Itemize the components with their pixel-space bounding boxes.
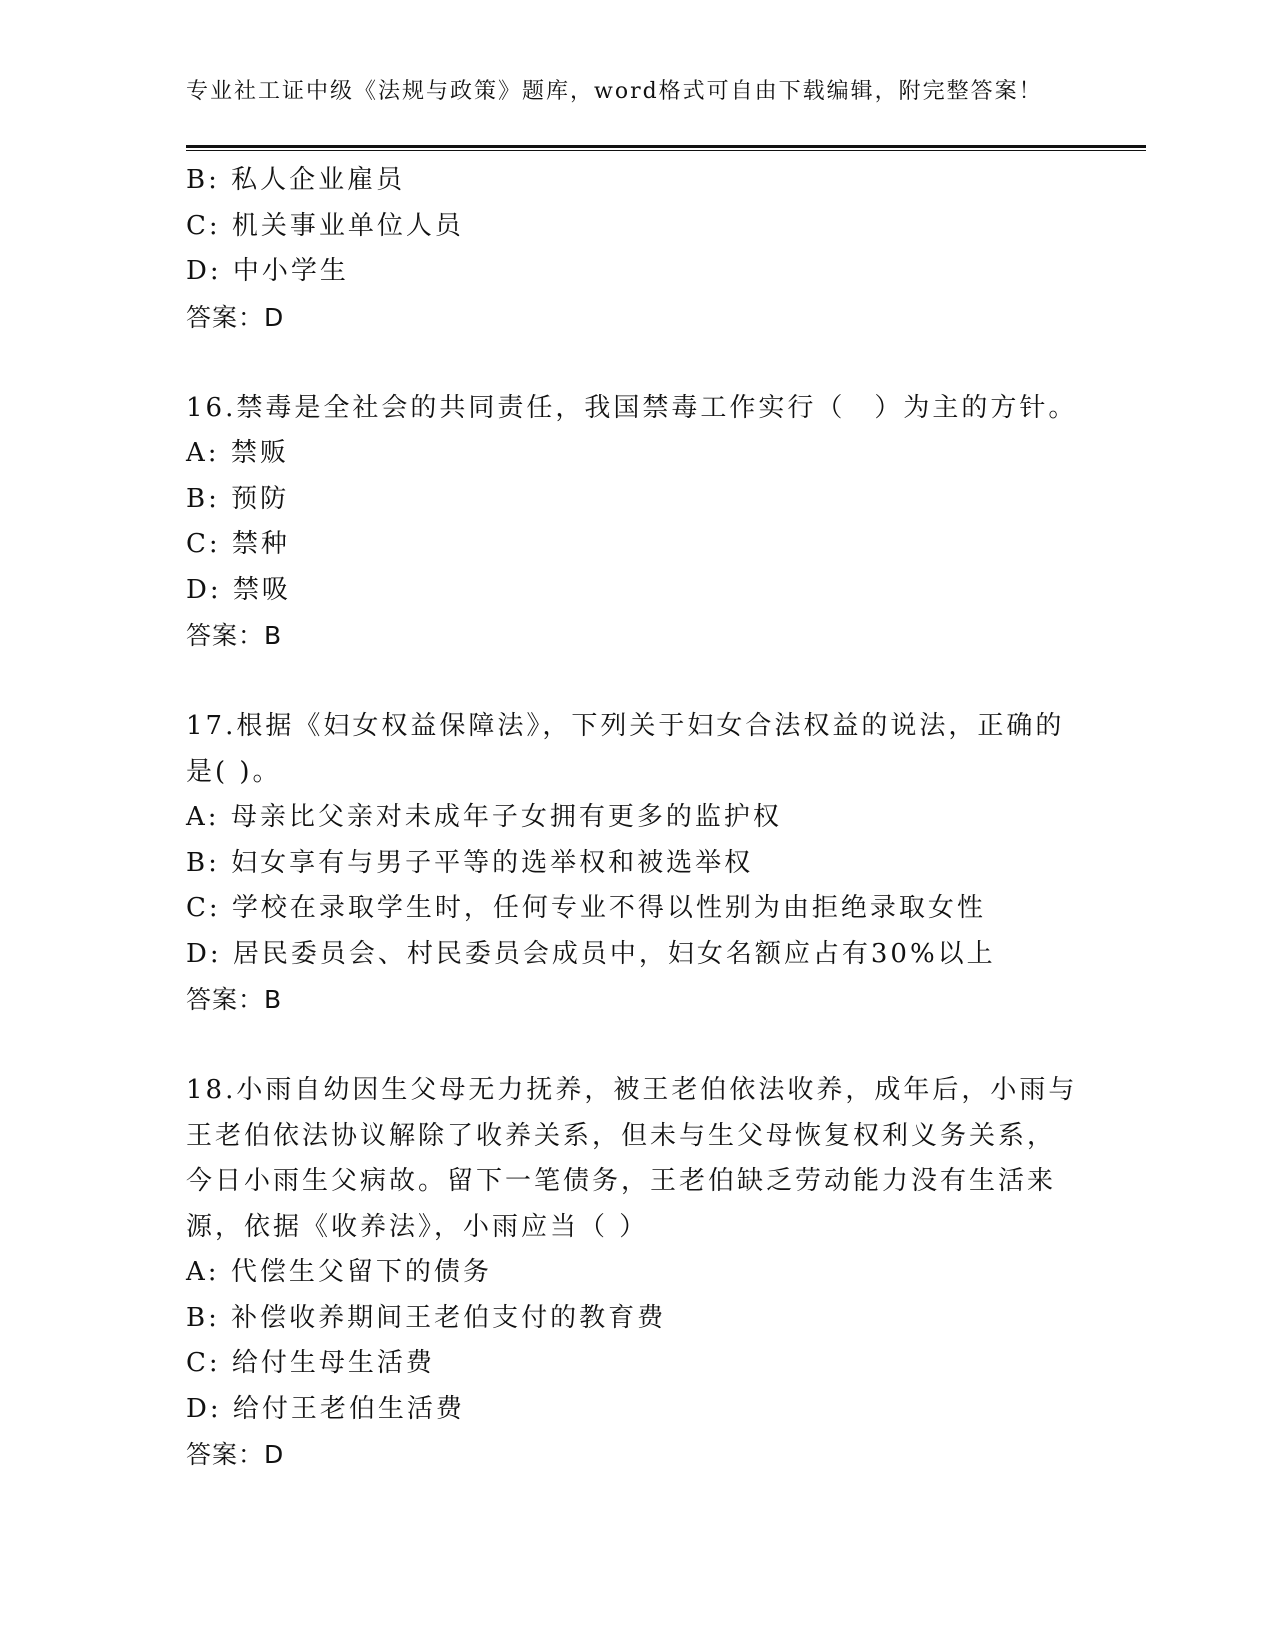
- option-a: [186, 431, 1086, 477]
- option-text: 母亲比父亲对未成年子女拥有更多的监护权: [230, 802, 782, 832]
- document-body: [186, 158, 1086, 1478]
- option-c: [186, 522, 1086, 568]
- option-text: 居民委员会、村民委员会成员中，妇女名额应占有30%以上: [232, 938, 996, 969]
- question-16: [186, 386, 1086, 659]
- option-d: [186, 249, 1086, 295]
- option-text: 禁吸: [232, 574, 291, 605]
- option-d: [186, 932, 1086, 978]
- option-c: [186, 886, 1086, 932]
- question-spacer: [186, 340, 1086, 386]
- answer-line: 答案：B: [186, 621, 283, 650]
- answer-line: 答案：D: [186, 1440, 285, 1469]
- option-text: 补偿收养期间王老伯支付的教育费: [231, 1302, 667, 1333]
- option-label: A:: [186, 802, 220, 832]
- question-spacer: [186, 659, 1086, 705]
- option-label: D:: [186, 574, 222, 605]
- option-a: [186, 1250, 1086, 1296]
- question-stem: 是( )。: [186, 756, 282, 787]
- option-label: B:: [186, 483, 220, 514]
- option-label: D:: [186, 256, 222, 286]
- option-label: A:: [186, 438, 220, 468]
- option-d: [186, 1387, 1086, 1433]
- option-text: 中小学生: [232, 256, 349, 286]
- option-d: [186, 568, 1086, 614]
- option-text: 给付王老伯生活费: [232, 1393, 465, 1424]
- question-stem: 17.根据《妇女权益保障法》，下列关于妇女合法权益的说法，正确的: [186, 711, 1065, 741]
- option-b: [186, 158, 1086, 204]
- option-label: B:: [186, 165, 220, 195]
- option-label: B:: [186, 847, 220, 878]
- question-15-continued: [186, 158, 1086, 340]
- question-stem: 王老伯依法协议解除了收养关系，但未与生父母恢复权利义务关系，: [186, 1120, 1057, 1151]
- option-text: 禁贩: [230, 438, 289, 468]
- question-stem: 16.禁毒是全社会的共同责任，我国禁毒工作实行（ ）为主的方针。: [186, 392, 1078, 423]
- answer-line: 答案：B: [186, 985, 283, 1014]
- option-c: [186, 1341, 1086, 1387]
- answer-line: 答案：D: [186, 302, 285, 332]
- question-stem: 源，依据《收养法》，小雨应当（ ）: [186, 1211, 649, 1242]
- option-text: 私人企业雇员: [231, 165, 406, 195]
- option-text: 机关事业单位人员: [231, 210, 464, 241]
- option-text: 给付生母生活费: [231, 1348, 435, 1378]
- option-text: 预防: [231, 483, 290, 514]
- option-label: D:: [186, 938, 222, 969]
- option-b: [186, 841, 1086, 887]
- question-17: [186, 704, 1086, 1023]
- option-label: C:: [186, 893, 221, 923]
- option-label: D:: [186, 1393, 222, 1424]
- header-divider-thick: [186, 145, 1146, 148]
- option-c: [186, 204, 1086, 250]
- question-18: [186, 1068, 1086, 1478]
- option-text: 代偿生父留下的债务: [230, 1257, 492, 1287]
- option-b: [186, 477, 1086, 523]
- question-stem: 今日小雨生父病故。留下一笔债务，王老伯缺乏劳动能力没有生活来: [186, 1166, 1057, 1196]
- option-label: C:: [186, 1348, 221, 1378]
- option-text: 禁种: [231, 529, 290, 559]
- option-a: [186, 795, 1086, 841]
- header-divider-thin: [186, 150, 1146, 151]
- question-stem: 18.小雨自幼因生父母无力抚养，被王老伯依法收养，成年后，小雨与: [186, 1075, 1078, 1105]
- question-spacer: [186, 1023, 1086, 1069]
- option-label: B:: [186, 1302, 220, 1333]
- option-label: A:: [186, 1257, 220, 1287]
- option-label: C:: [186, 529, 221, 559]
- option-label: C:: [186, 210, 221, 241]
- option-text: 学校在录取学生时，任何专业不得以性别为由拒绝录取女性: [231, 893, 986, 923]
- option-text: 妇女享有与男子平等的选举权和被选举权: [231, 847, 754, 878]
- option-b: [186, 1296, 1086, 1342]
- page-header-title: 专业社工证中级《法规与政策》题库，word格式可自由下载编辑，附完整答案！: [186, 79, 1043, 104]
